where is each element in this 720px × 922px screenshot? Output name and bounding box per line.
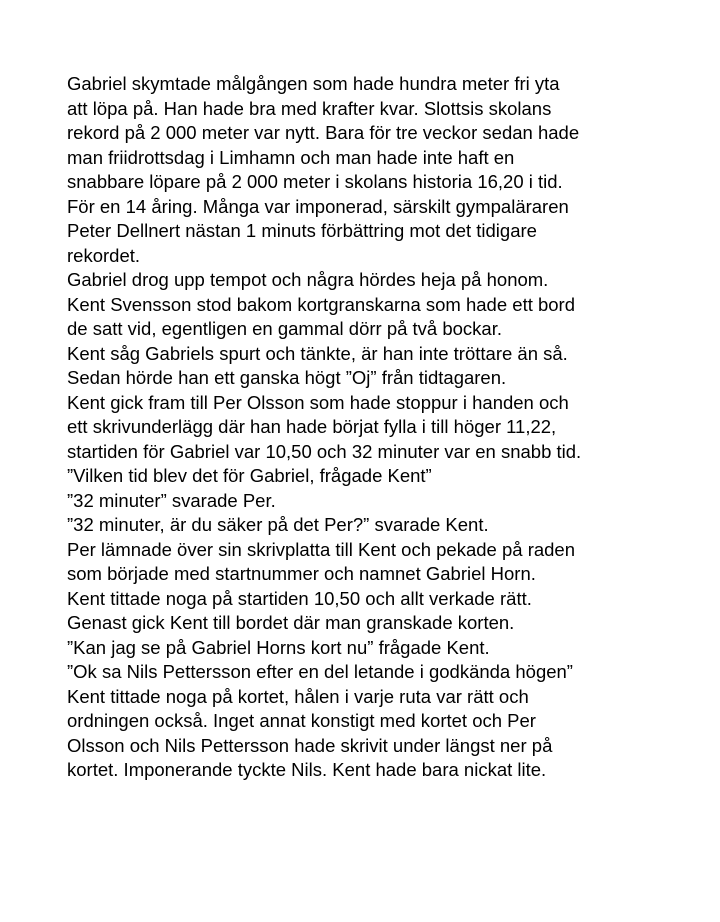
text-line: Olsson och Nils Pettersson hade skrivit under längst ner på — [67, 734, 553, 756]
text-line: ”Ok sa Nils Pettersson efter en del letande i godkända högen” — [67, 661, 573, 682]
text-line: kortet. Imponerande tyckte Nils. Kent hade bara nickat lite. — [67, 759, 547, 780]
text-line: ”Kan jag se på Gabriel Horns kort nu” frågade Kent. — [67, 636, 490, 658]
text-line: ”32 minuter, är du säker på det Per?” svarade Kent. — [67, 514, 489, 535]
text-line: Kent gick fram till Per Olsson som hade stoppur i handen och — [67, 391, 569, 413]
text-line: startiden för Gabriel var 10,50 och 32 minuter var en snabb tid. — [67, 440, 582, 462]
text-line: Kent Svensson stod bakom kortgranskarna som hade ett bord — [67, 293, 576, 315]
text-line: ordningen också. Inget annat konstigt med kortet och Per — [67, 710, 536, 731]
text-line: rekord på 2 000 meter var nytt. Bara för tre veckor sedan hade — [67, 122, 580, 143]
text-line: Gabriel drog upp tempot och några hördes heja på honom. — [67, 269, 549, 290]
text-line: ”Vilken tid blev det för Gabriel, frågade Kent” — [67, 465, 432, 486]
text-line: som började med startnummer och namnet Gabriel Horn. — [67, 563, 536, 584]
text-line: Kent tittade noga på startiden 10,50 och allt verkade rätt. — [67, 587, 532, 609]
text-line: ett skrivunderlägg där han hade börjat fylla i till höger 11,22, — [67, 416, 557, 437]
text-line: att löpa på. Han hade bra med krafter kvar. Slottsis skolans — [67, 97, 552, 119]
text-line: snabbare löpare på 2 000 meter i skolans historia 16,20 i tid. — [67, 171, 563, 192]
text-line: de satt vid, egentligen en gammal dörr på två bockar. — [67, 318, 503, 339]
text-line: man friidrottsdag i Limhamn och man hade inte haft en — [67, 146, 515, 168]
text-line: Gabriel skymtade målgången som hade hundra meter fri yta — [67, 73, 560, 94]
text-line: ”32 minuter” svarade Per. — [67, 489, 276, 511]
text-line: Genast gick Kent till bordet där man granskade korten. — [67, 612, 515, 633]
body-text — [67, 72, 687, 783]
text-line: Sedan hörde han ett ganska högt ”Oj” från tidtagaren. — [67, 367, 507, 388]
text-line: För en 14 åring. Många var imponerad, särskilt gympaläraren — [67, 195, 569, 217]
text-line: Kent såg Gabriels spurt och tänkte, är han inte tröttare än så. — [67, 342, 568, 364]
text-line: Per lämnade över sin skrivplatta till Kent och pekade på raden — [67, 538, 576, 560]
text-line: Peter Dellnert nästan 1 minuts förbättring mot det tidigare — [67, 220, 537, 241]
text-line: rekordet. — [67, 244, 141, 266]
text-line: Kent tittade noga på kortet, hålen i varje ruta var rätt och — [67, 685, 529, 707]
